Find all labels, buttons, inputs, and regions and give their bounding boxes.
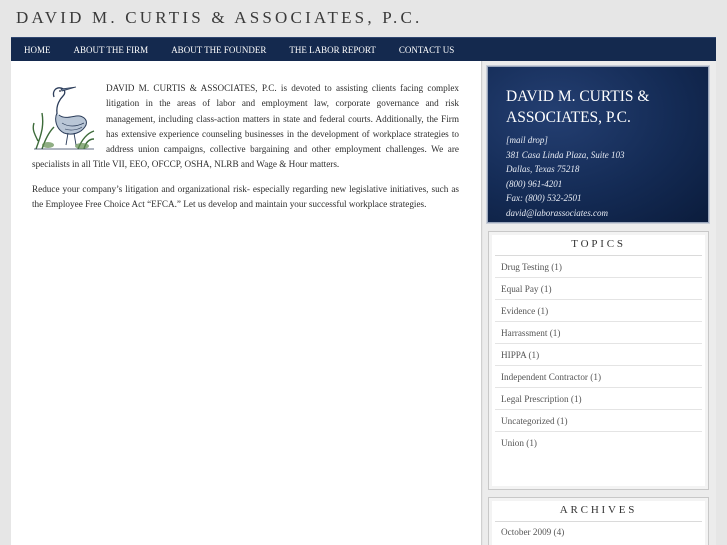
archive-link-october-2009[interactable]: October 2009 (4) [501,527,565,537]
contact-address-city: Dallas, Texas 75218 [506,164,580,174]
intro-paragraph [32,81,459,173]
contact-address-street: 381 Casa Linda Plaza, Suite 103 [506,149,625,160]
site-title: DAVID M. CURTIS & ASSOCIATES, P.C. [16,8,423,27]
topic-link-equal-pay[interactable]: Equal Pay (1) [495,278,702,300]
topic-link-evidence[interactable]: Evidence (1) [495,300,702,322]
nav-home[interactable]: HOME [24,44,51,55]
nav-about-the-firm[interactable]: ABOUT THE FIRM [73,44,149,55]
contact-firm-name-line2: ASSOCIATES, P.C. [506,109,631,126]
contact-firm-name-line1: DAVID M. CURTIS & [506,88,650,105]
topics-list [495,256,702,454]
contact-mail-drop: [mail drop] [506,135,548,145]
contact-box [487,66,709,223]
topic-link-independent-contractor[interactable]: Independent Contractor (1) [495,366,702,388]
contact-phone: (800) 961-4201 [506,178,563,189]
heron-illustration-icon [32,83,96,153]
topic-link-union[interactable]: Union (1) [501,438,537,448]
risk-paragraph: Reduce your company’s litigation and organizational risk- especially regarding new legislative initiatives, such as the Employee Free Choice Act “EFCA.” Let us develop and maintain your successful workplace strategies. [32,184,459,209]
archives-widget [488,497,709,545]
topic-link-harrassment[interactable]: Harrassment (1) [495,322,702,344]
intro-text: DAVID M. CURTIS & ASSOCIATES, P.C. is devoted to assisting clients facing complex litigation in the areas of labor and employment law, corporate governance and risk management, including class-action matters in state and federal courts. Additionally, the Firm has extensive experience counseling businesses in the development of workplace strategies to address union campaigns, collective bargaining and other employment challenges. We are specialists in all Title VII, EEO, OFCCP, OSHA, NLRB and Wage & Hour matters. [32,83,459,170]
contact-email-link[interactable]: david@laborassociates.com [506,207,609,218]
topic-link-drug-testing[interactable]: Drug Testing (1) [495,256,702,278]
nav-contact-us[interactable]: CONTACT US [398,44,455,55]
sidebar [483,61,716,545]
main-nav [11,37,716,61]
topic-link-legal-prescription[interactable]: Legal Prescription (1) [495,388,702,410]
archives-heading: ARCHIVES [495,498,702,522]
topics-heading: TOPICS [495,232,702,256]
topics-widget [488,231,709,490]
contact-fax: Fax: (800) 532-2501 [506,193,582,203]
topic-link-uncategorized[interactable]: Uncategorized (1) [495,410,702,432]
main-content [11,61,482,545]
nav-the-labor-report[interactable]: THE LABOR REPORT [289,44,376,55]
topic-link-hippa[interactable]: HIPPA (1) [495,344,702,366]
nav-about-the-founder[interactable]: ABOUT THE FOUNDER [171,44,267,55]
